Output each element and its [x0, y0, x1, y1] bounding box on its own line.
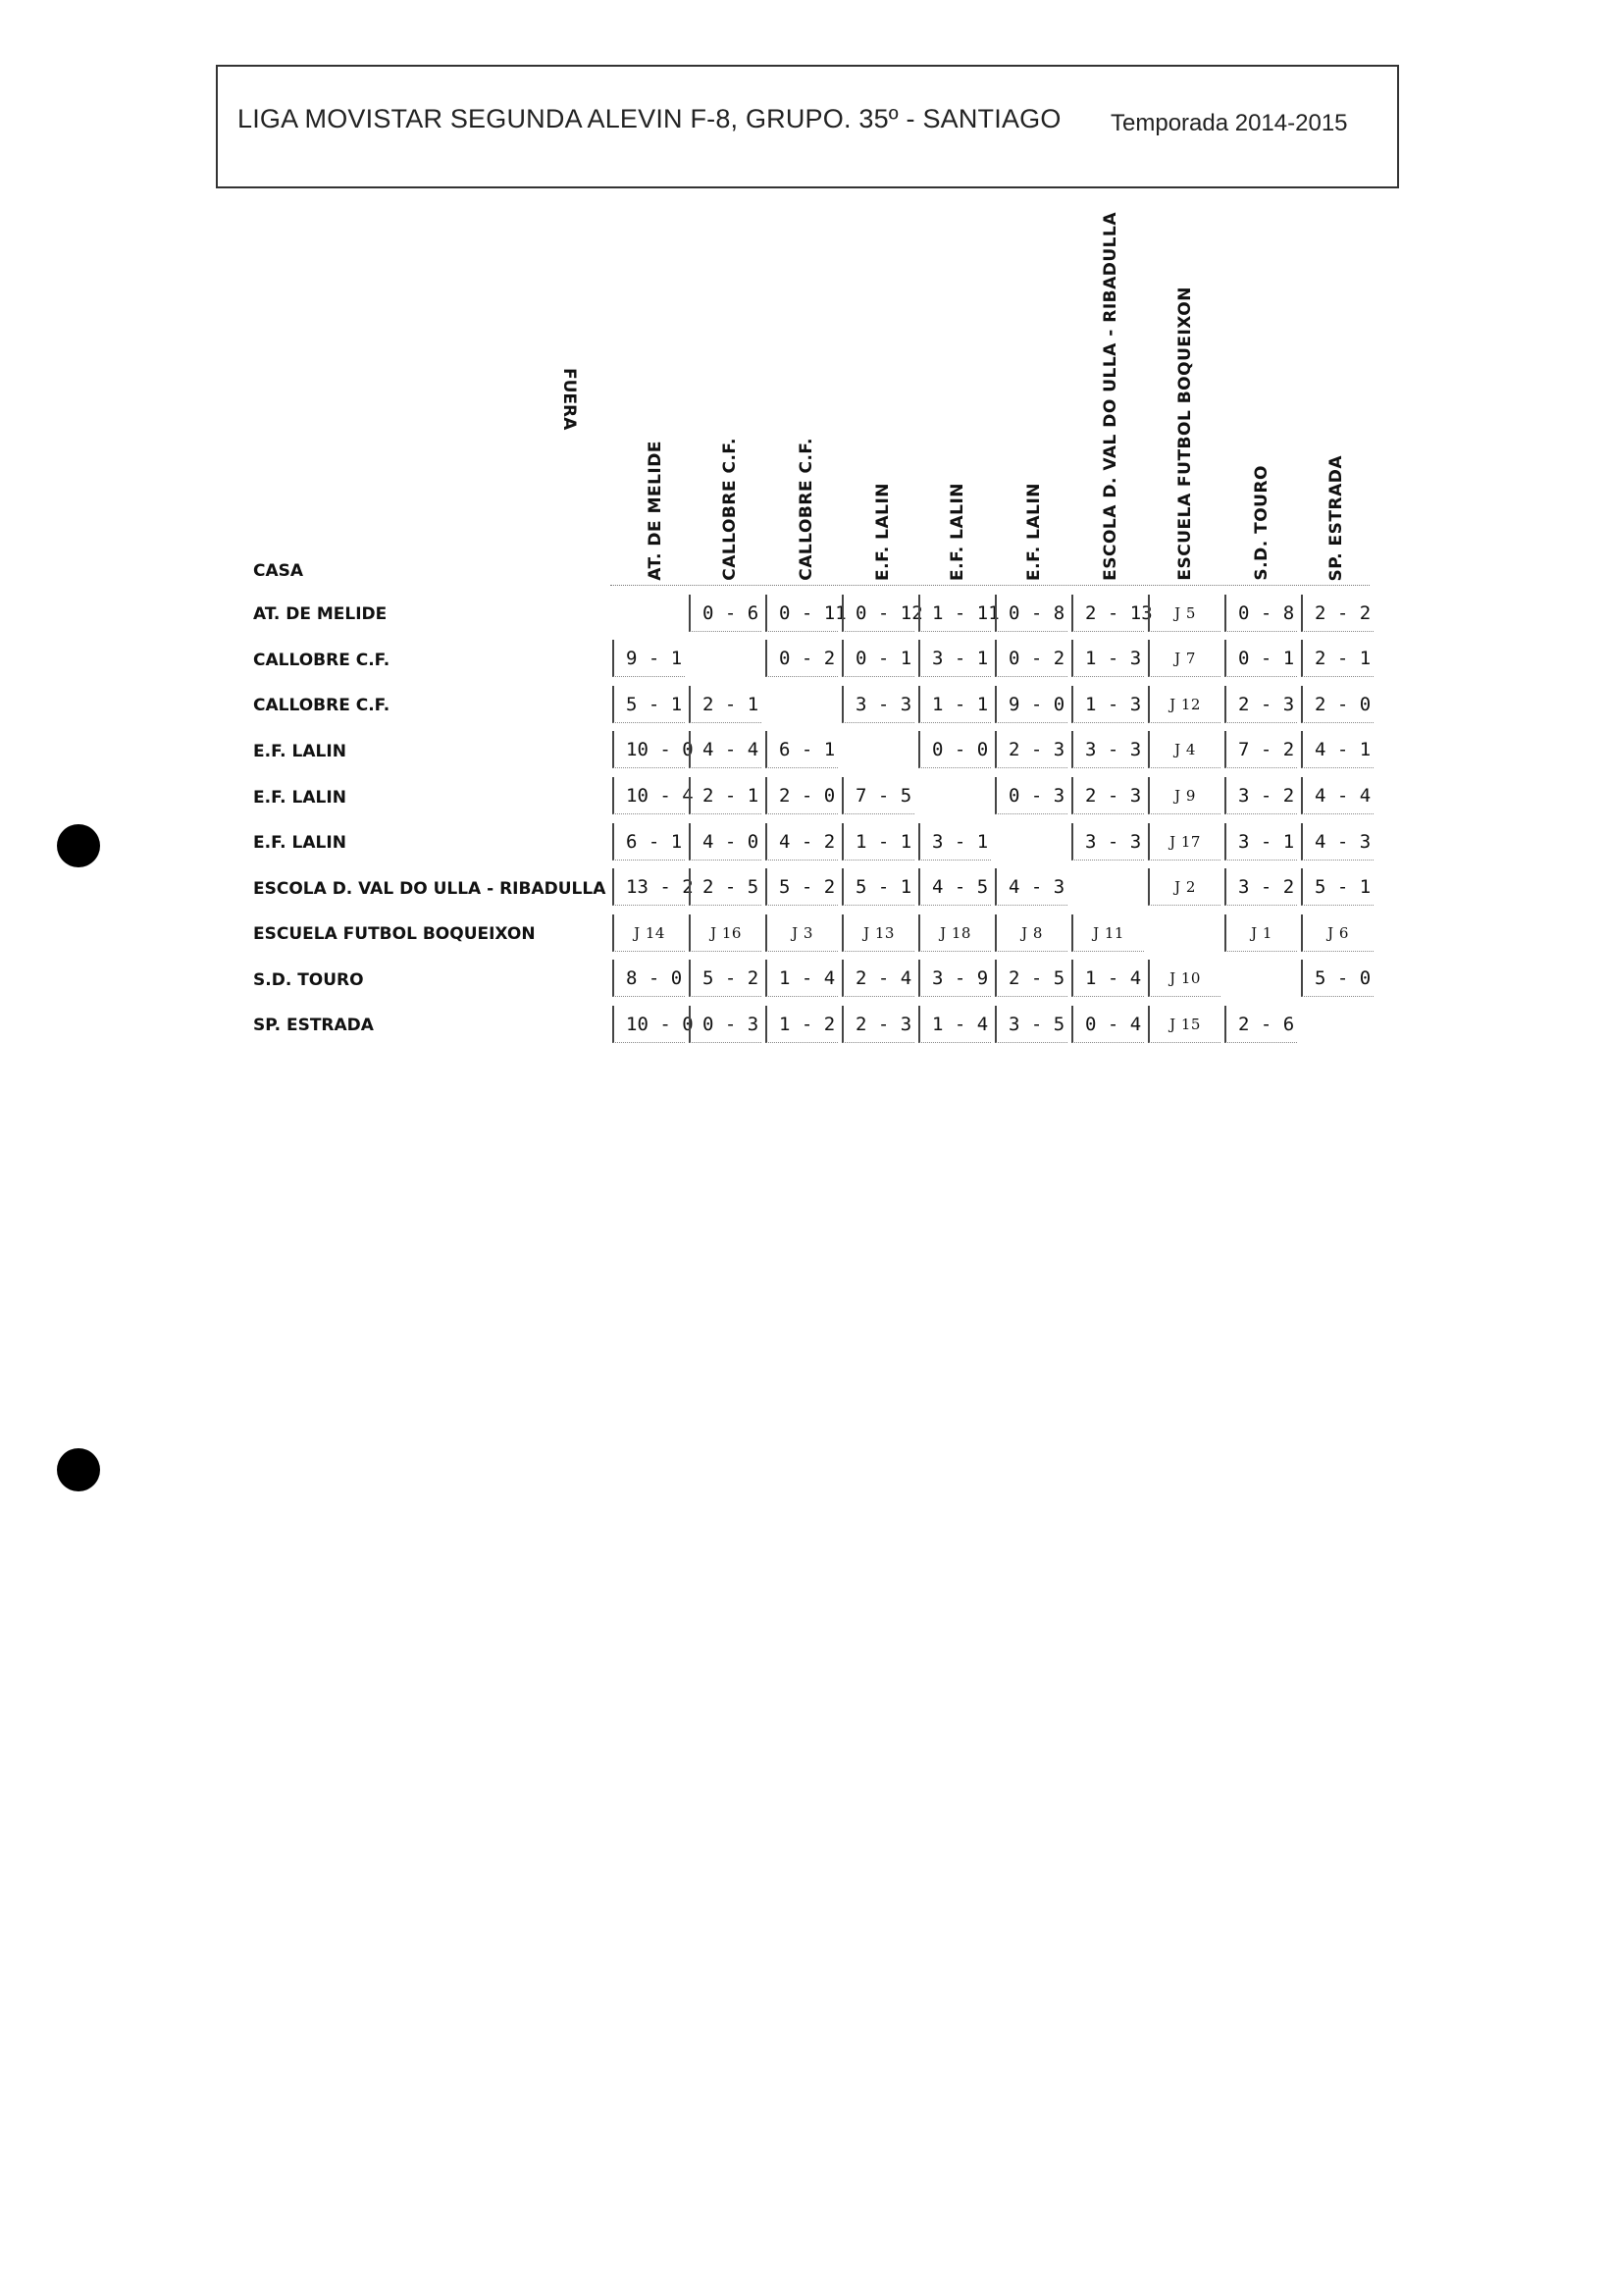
matchday-cell: J 3	[765, 914, 838, 952]
away-axis-label: FUERA	[559, 368, 579, 431]
result-cell: 9 - 1	[612, 640, 685, 677]
matchday-cell: J 4	[1148, 731, 1220, 768]
result-cell: 5 - 2	[765, 868, 838, 906]
column-header	[1095, 212, 1124, 581]
result-cell: 3 - 9	[918, 960, 991, 997]
result-cell: 1 - 3	[1071, 686, 1144, 723]
row-team-label: E.F. LALIN	[253, 742, 346, 761]
header-divider	[610, 585, 1370, 586]
row-team-label: SP. ESTRADA	[253, 1016, 374, 1035]
home-axis-label: CASA	[253, 561, 304, 581]
row-team-label: ESCUELA FUTBOL BOQUEIXON	[253, 924, 536, 944]
result-cell: 0 - 0	[918, 731, 991, 768]
result-cell: 3 - 3	[1071, 823, 1144, 861]
result-cell: 1 - 11	[918, 595, 991, 632]
result-cell: 4 - 4	[689, 731, 761, 768]
matchday-cell: J 6	[1301, 914, 1374, 952]
result-cell: 2 - 2	[1301, 595, 1374, 632]
empty-cell	[918, 777, 991, 814]
empty-cell	[765, 686, 838, 723]
season-label: Temporada 2014-2015	[1111, 110, 1348, 136]
matchday-cell: J 14	[612, 914, 685, 952]
column-header	[867, 218, 897, 581]
result-cell: 1 - 4	[1071, 960, 1144, 997]
result-cell: 2 - 0	[1301, 686, 1374, 723]
result-cell: 2 - 3	[842, 1006, 914, 1043]
column-header-label: E.F. LALIN	[873, 483, 893, 581]
matchday-cell: J 12	[1148, 686, 1220, 723]
empty-cell	[1148, 914, 1220, 952]
empty-cell	[689, 640, 761, 677]
result-cell: 0 - 11	[765, 595, 838, 632]
punch-hole	[57, 824, 100, 867]
result-cell: 2 - 1	[689, 777, 761, 814]
result-cell: 2 - 4	[842, 960, 914, 997]
result-cell: 4 - 1	[1301, 731, 1374, 768]
result-cell: 2 - 3	[995, 731, 1067, 768]
matchday-cell: J 8	[995, 914, 1067, 952]
column-header-label: SP. ESTRADA	[1326, 454, 1346, 581]
result-cell: 1 - 4	[765, 960, 838, 997]
matchday-cell: J 16	[689, 914, 761, 952]
result-cell: 0 - 6	[689, 595, 761, 632]
result-cell: 1 - 4	[918, 1006, 991, 1043]
result-cell: 1 - 3	[1071, 640, 1144, 677]
result-cell: 0 - 2	[995, 640, 1067, 677]
column-header-label: AT. DE MELIDE	[646, 441, 665, 581]
column-header-label: ESCUELA FUTBOL BOQUEIXON	[1175, 287, 1195, 581]
matchday-cell: J 15	[1148, 1006, 1220, 1043]
result-cell: 0 - 3	[995, 777, 1067, 814]
result-cell: 4 - 3	[995, 868, 1067, 906]
result-cell: 2 - 1	[1301, 640, 1374, 677]
column-header	[1321, 218, 1350, 581]
result-cell: 8 - 0	[612, 960, 685, 997]
result-cell: 2 - 5	[995, 960, 1067, 997]
result-cell: 0 - 3	[689, 1006, 761, 1043]
result-cell: 3 - 3	[1071, 731, 1144, 768]
result-cell: 2 - 5	[689, 868, 761, 906]
result-cell: 0 - 8	[1224, 595, 1297, 632]
row-team-label: AT. DE MELIDE	[253, 604, 388, 624]
result-cell: 5 - 2	[689, 960, 761, 997]
result-cell: 5 - 0	[1301, 960, 1374, 997]
matchday-cell: J 2	[1148, 868, 1220, 906]
result-cell: 4 - 2	[765, 823, 838, 861]
matchday-cell: J 1	[1224, 914, 1297, 952]
result-cell: 2 - 3	[1224, 686, 1297, 723]
empty-cell	[1071, 868, 1144, 906]
column-header	[942, 218, 971, 581]
result-cell: 7 - 2	[1224, 731, 1297, 768]
result-cell: 1 - 2	[765, 1006, 838, 1043]
result-cell: 3 - 2	[1224, 777, 1297, 814]
empty-cell	[1301, 1006, 1374, 1043]
matchday-cell: J 18	[918, 914, 991, 952]
result-cell: 4 - 0	[689, 823, 761, 861]
result-cell: 3 - 1	[918, 640, 991, 677]
column-header	[791, 218, 820, 581]
matchday-cell: J 11	[1071, 914, 1144, 952]
column-header-label: E.F. LALIN	[1024, 483, 1044, 581]
league-title: LIGA MOVISTAR SEGUNDA ALEVIN F-8, GRUPO. 35º - SANTIAGO	[237, 104, 1062, 133]
result-cell: 4 - 3	[1301, 823, 1374, 861]
result-cell: 0 - 4	[1071, 1006, 1144, 1043]
empty-cell	[612, 595, 685, 632]
result-cell: 2 - 6	[1224, 1006, 1297, 1043]
result-cell: 3 - 2	[1224, 868, 1297, 906]
result-cell: 3 - 5	[995, 1006, 1067, 1043]
result-cell: 5 - 1	[1301, 868, 1374, 906]
result-cell: 6 - 1	[612, 823, 685, 861]
empty-cell	[1224, 960, 1297, 997]
result-cell: 5 - 1	[842, 868, 914, 906]
result-cell: 0 - 8	[995, 595, 1067, 632]
result-cell: 4 - 5	[918, 868, 991, 906]
matchday-cell: J 5	[1148, 595, 1220, 632]
result-cell: 0 - 12	[842, 595, 914, 632]
matchday-cell: J 13	[842, 914, 914, 952]
column-header-label: S.D. TOURO	[1252, 465, 1272, 581]
row-team-label: E.F. LALIN	[253, 833, 346, 853]
result-cell: 2 - 3	[1071, 777, 1144, 814]
result-cell: 2 - 1	[689, 686, 761, 723]
result-cell: 7 - 5	[842, 777, 914, 814]
column-header	[714, 218, 744, 581]
result-cell: 9 - 0	[995, 686, 1067, 723]
row-team-label: CALLOBRE C.F.	[253, 696, 390, 715]
result-cell: 4 - 4	[1301, 777, 1374, 814]
empty-cell	[995, 823, 1067, 861]
result-cell: 10 - 0	[612, 1006, 685, 1043]
result-cell: 1 - 1	[842, 823, 914, 861]
result-cell: 3 - 1	[918, 823, 991, 861]
column-header-label: CALLOBRE C.F.	[797, 438, 816, 581]
matchday-cell: J 7	[1148, 640, 1220, 677]
result-cell: 2 - 0	[765, 777, 838, 814]
column-header	[1018, 218, 1048, 581]
row-team-label: CALLOBRE C.F.	[253, 651, 390, 670]
result-cell: 0 - 2	[765, 640, 838, 677]
column-header-label: CALLOBRE C.F.	[720, 438, 740, 581]
matchday-cell: J 17	[1148, 823, 1220, 861]
result-cell: 1 - 1	[918, 686, 991, 723]
column-header	[1169, 218, 1199, 581]
result-cell: 3 - 1	[1224, 823, 1297, 861]
column-header	[1246, 218, 1275, 581]
result-cell: 2 - 13	[1071, 595, 1144, 632]
column-header-label: E.F. LALIN	[948, 483, 967, 581]
matchday-cell: J 9	[1148, 777, 1220, 814]
punch-hole	[57, 1448, 100, 1491]
result-cell: 10 - 4	[612, 777, 685, 814]
row-team-label: E.F. LALIN	[253, 788, 346, 808]
matchday-cell: J 10	[1148, 960, 1220, 997]
result-cell: 0 - 1	[842, 640, 914, 677]
result-cell: 5 - 1	[612, 686, 685, 723]
result-cell: 10 - 0	[612, 731, 685, 768]
header-box	[216, 65, 1399, 188]
column-header	[640, 218, 669, 581]
empty-cell	[842, 731, 914, 768]
result-cell: 6 - 1	[765, 731, 838, 768]
column-header-label: ESCOLA D. VAL DO ULLA - RIBADULLA	[1101, 212, 1120, 581]
result-cell: 0 - 1	[1224, 640, 1297, 677]
result-cell: 3 - 3	[842, 686, 914, 723]
row-team-label: ESCOLA D. VAL DO ULLA - RIBADULLA	[253, 879, 606, 899]
row-team-label: S.D. TOURO	[253, 970, 364, 990]
result-cell: 13 - 2	[612, 868, 685, 906]
